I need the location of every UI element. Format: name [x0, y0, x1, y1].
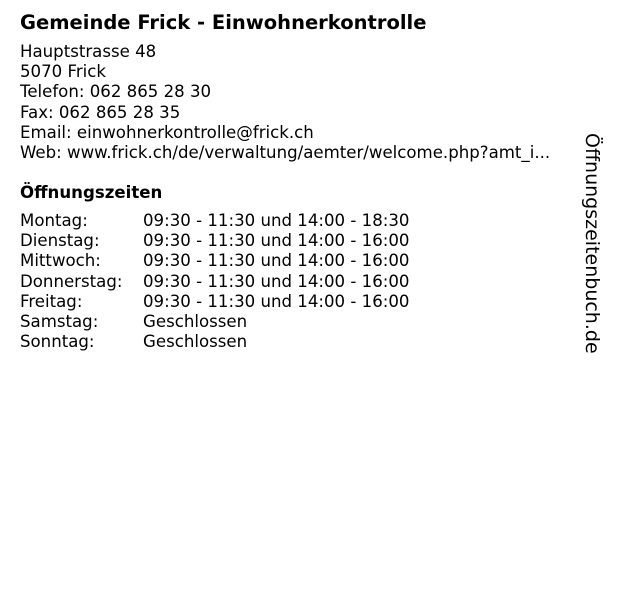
fax-line: Fax: 062 865 28 35: [20, 102, 181, 122]
business-card: [20, 10, 600, 352]
email-line: Email: einwohnerkontrolle@frick.ch: [20, 122, 314, 142]
hours-row-sunday: [20, 332, 600, 352]
web-line: Web: www.frick.ch/de/verwaltung/aemter/welcome.php?amt_i...: [20, 143, 551, 163]
hours-day: Samstag:: [20, 311, 99, 331]
hours-row-thursday: [20, 272, 600, 292]
hours-row-tuesday: [20, 231, 600, 251]
hours-times: 09:30 - 11:30 und 14:00 - 18:30: [143, 211, 410, 231]
hours-day: Montag:: [20, 211, 88, 231]
opening-hours-table: [20, 211, 600, 352]
hours-times: 09:30 - 11:30 und 14:00 - 16:00: [143, 231, 410, 251]
hours-day: Freitag:: [20, 291, 83, 311]
hours-row-monday: [20, 211, 600, 231]
hours-day: Mittwoch:: [20, 251, 101, 271]
hours-day: Sonntag:: [20, 331, 95, 351]
hours-row-friday: [20, 292, 600, 312]
hours-times: Geschlossen: [143, 331, 248, 351]
address-city: 5070 Frick: [20, 62, 107, 82]
hours-row-wednesday: [20, 251, 600, 271]
hours-times: 09:30 - 11:30 und 14:00 - 16:00: [143, 251, 410, 271]
hours-times: 09:30 - 11:30 und 14:00 - 16:00: [143, 291, 410, 311]
hours-times: Geschlossen: [143, 311, 248, 331]
phone-line: Telefon: 062 865 28 30: [20, 82, 212, 102]
opening-hours-heading: Öffnungszeiten: [20, 183, 163, 203]
hours-day: Dienstag:: [20, 231, 100, 251]
contact-block: [20, 42, 600, 163]
address-street: Hauptstrasse 48: [20, 42, 157, 61]
hours-row-saturday: [20, 312, 600, 332]
site-brand-vertical: Öffnungszeitenbuch.de: [581, 133, 603, 354]
hours-times: 09:30 - 11:30 und 14:00 - 16:00: [143, 271, 410, 291]
business-title: Gemeinde Frick - Einwohnerkontrolle: [20, 11, 427, 34]
hours-day: Donnerstag:: [20, 271, 123, 291]
